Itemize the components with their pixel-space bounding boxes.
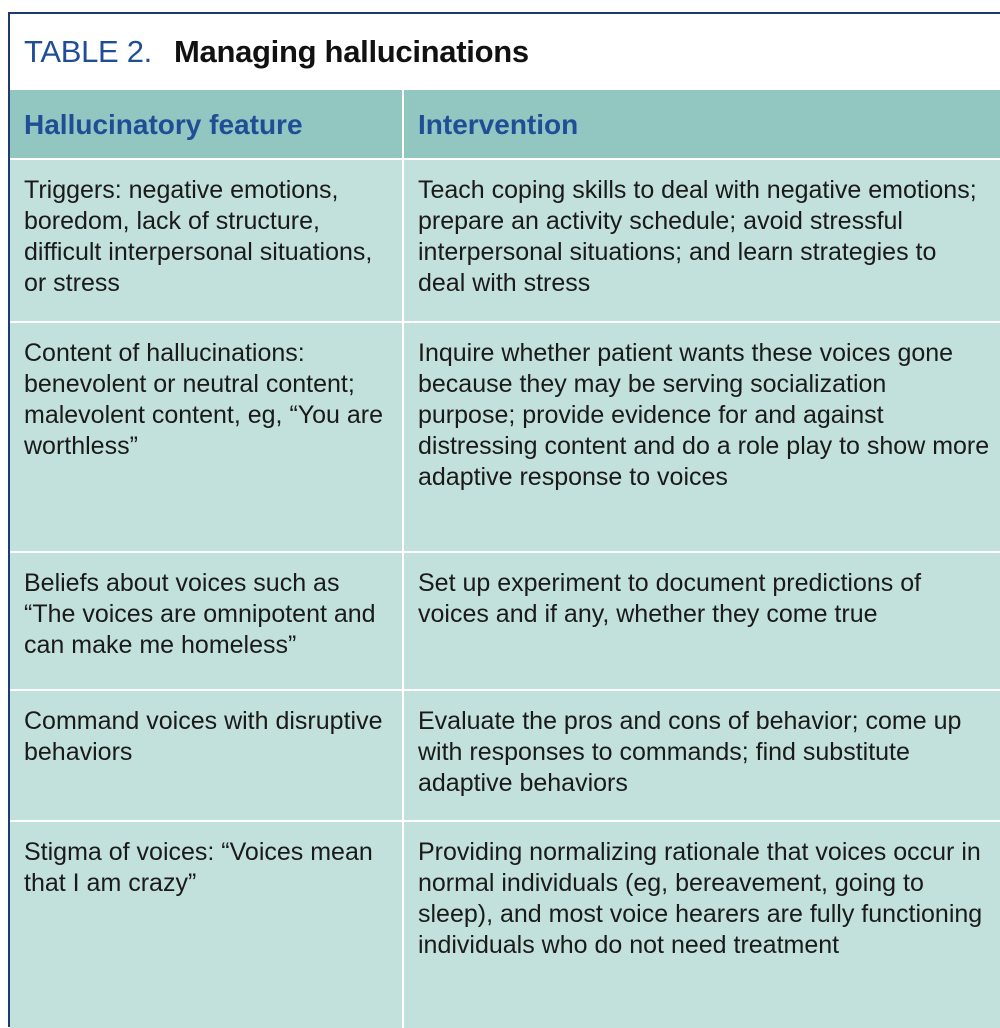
feature-cell: Stigma of voices: “Voices mean that I am crazy” — [10, 822, 404, 1028]
column-header-feature: Hallucinatory feature — [10, 89, 404, 159]
table-row — [10, 160, 1000, 323]
intervention-cell: Evaluate the pros and cons of behavior; come up with responses to commands; find substitute adaptive behaviors — [418, 707, 962, 797]
intervention-cell: Providing normalizing rationale that voices occur in normal individuals (eg, bereavement, going to sleep), and most voice hearers are fully functioning individuals who do not need treatment — [418, 838, 983, 959]
table-title-text: Managing hallucinations — [173, 34, 529, 69]
intervention-cell: Teach coping skills to deal with negative emotions; prepare an activity schedule; avoid stressful interpersonal situations; and learn strategies to deal with stress — [418, 176, 977, 297]
column-header-intervention: Intervention — [418, 108, 579, 140]
feature-cell: Command voices with disruptive behaviors — [10, 691, 404, 820]
feature-cell: Beliefs about voices such as “The voices are omnipotent and can make me homeless” — [10, 553, 404, 689]
table-frame — [8, 12, 1000, 1027]
table-title — [10, 14, 1000, 90]
table-row — [10, 323, 1000, 553]
table-header-row — [10, 90, 1000, 160]
intervention-cell: Inquire whether patient wants these voices gone because they may be serving socialization purpose; provide evidence for and against distressing content and do a role play to show more adaptive response to voices — [418, 339, 990, 491]
table-row — [10, 691, 1000, 822]
feature-cell: Triggers: negative emotions, boredom, lack of structure, difficult interpersonal situations, or stress — [10, 160, 404, 321]
table-row — [10, 553, 1000, 691]
hallucinations-table — [10, 90, 1000, 1028]
table-row — [10, 822, 1000, 1028]
feature-cell: Content of hallucinations: benevolent or neutral content; malevolent content, eg, “You are worthless” — [10, 323, 404, 551]
table-number-label: TABLE 2. — [24, 34, 152, 69]
intervention-cell: Set up experiment to document predictions of voices and if any, whether they come true — [418, 569, 922, 628]
